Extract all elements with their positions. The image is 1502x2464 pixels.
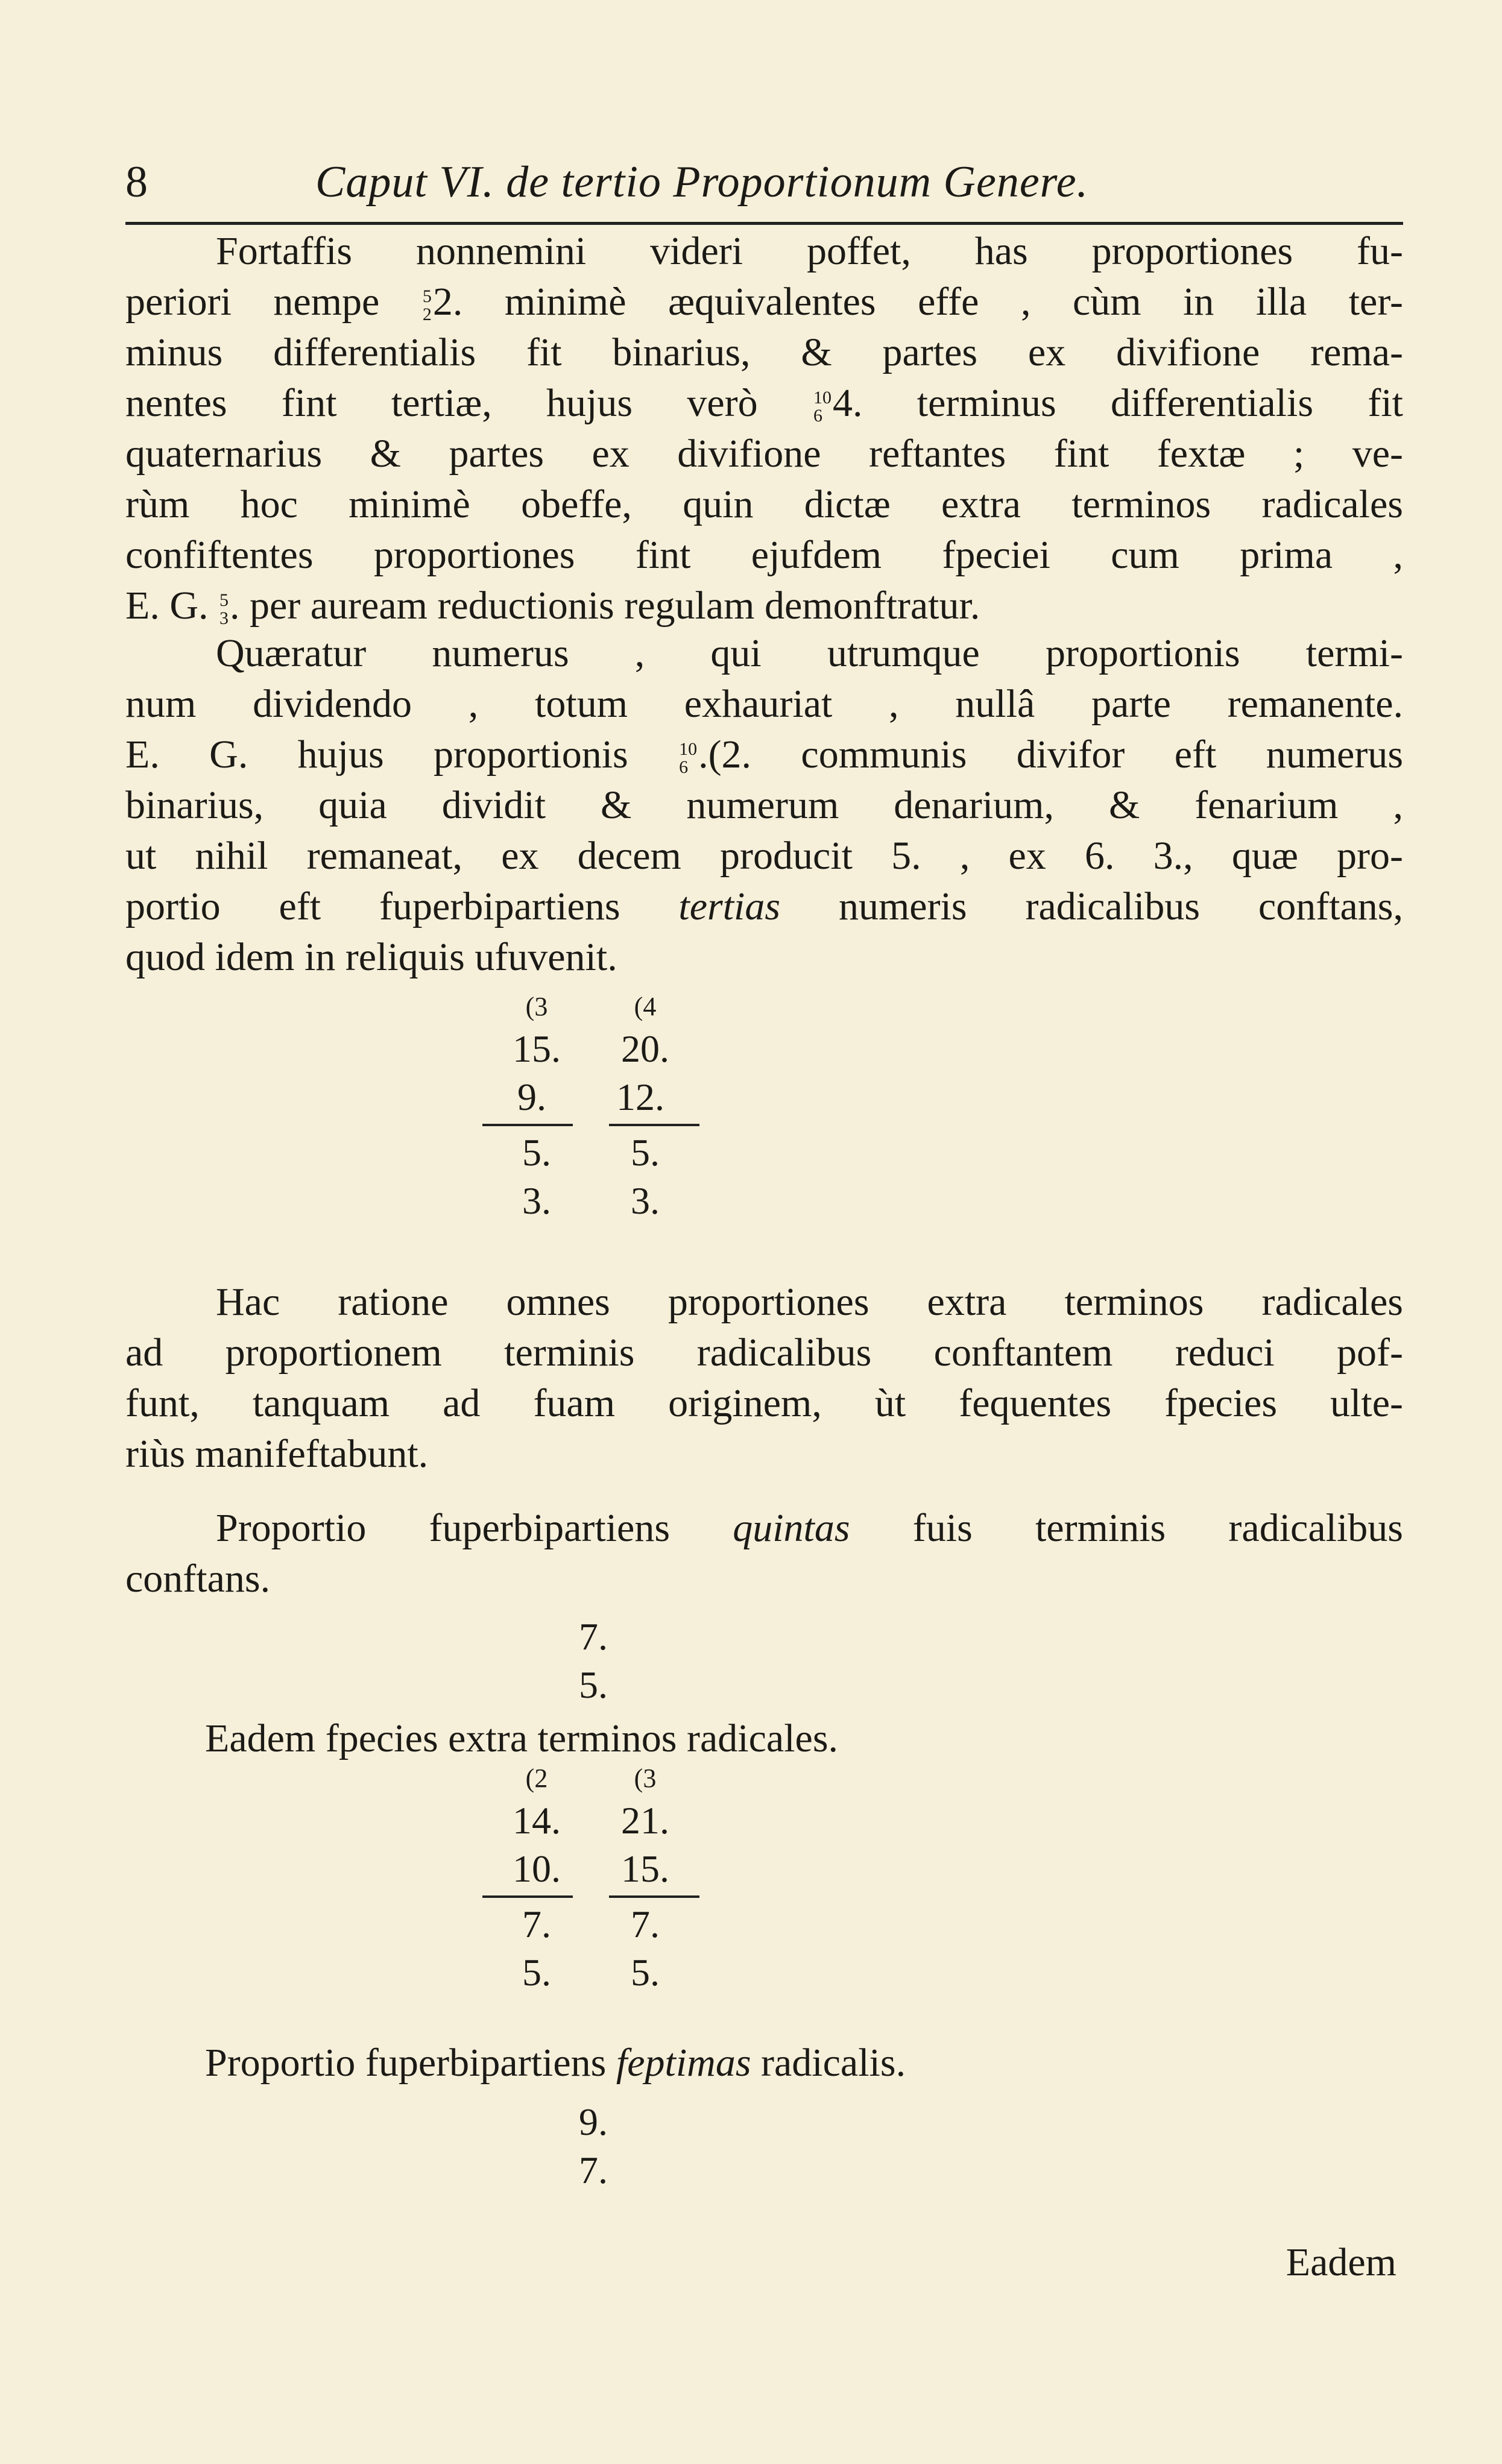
denominator: 5. — [579, 1663, 608, 1706]
paragraph-1 — [125, 226, 1403, 631]
text-line: rùm hoc minimè obeffe, quin dictæ extra terminos radicales — [125, 482, 1403, 526]
numerator: 9. — [579, 2100, 608, 2143]
text-line: minus differentialis fit binarius, & partes ex divifione rema- — [125, 330, 1403, 374]
cell: 3. — [631, 1179, 660, 1222]
text-line: quod idem in reliquis ufuvenit. — [125, 935, 617, 979]
cell: 15. — [621, 1847, 669, 1890]
paragraph-4 — [125, 1503, 1403, 1604]
text-line: periori nempe 5 2 2. minimè æquivalentes effe , cùm in illa ter- — [125, 280, 1403, 324]
text-line: confiftentes proportiones fint ejufdem fpeciei cum prima , — [125, 533, 1403, 577]
chapter-title: Caput VI. de tertio Proportionum Genere. — [315, 157, 1089, 207]
text-line: Eadem fpecies extra terminos radicales. — [205, 1716, 839, 1760]
cell: 10. — [513, 1847, 561, 1890]
ratio-septimas — [579, 2098, 608, 2195]
cell: 14. — [513, 1799, 561, 1842]
cell: 5. — [631, 1131, 660, 1174]
text-line: ut nihil remaneat, ex decem producit 5. , ex 6. 3., quæ pro- — [125, 834, 1403, 878]
text-line: nentes fint tertiæ, hujus verò 10 6 4. terminus differentialis fit — [125, 381, 1403, 426]
cell: 3. — [522, 1179, 551, 1222]
eadem-line — [205, 1713, 838, 1764]
fraction: 5 2 — [422, 286, 432, 324]
septimas-line — [205, 2038, 906, 2088]
cell: 7. — [522, 1903, 551, 1946]
text-line: Proportio fuperbipartiens quintas fuis terminis radicalibus — [216, 1506, 1403, 1550]
divisor: (3 — [634, 1763, 657, 1793]
text-line: ad proportionem terminis radicalibus conftantem reduci pof- — [125, 1331, 1403, 1375]
numerator: 7. — [579, 1615, 608, 1658]
rule — [482, 1895, 573, 1898]
divisor: (3 — [525, 992, 548, 1021]
denominator: 7. — [579, 2149, 608, 2191]
text-line: Fortaffis nonnemini videri poffet, has proportiones fu- — [216, 229, 1403, 273]
text-line: riùs manifeftabunt. — [125, 1432, 429, 1476]
text-line: Quæratur numerus , qui utrumque proportionis termi- — [216, 631, 1403, 675]
text-line: quaternarius & partes ex divifione reftantes fint fextæ ; ve- — [125, 432, 1403, 476]
italic-word: tertias — [678, 884, 781, 928]
cell: 20. — [621, 1027, 669, 1070]
divisor: (4 — [634, 992, 657, 1021]
cell: 7. — [631, 1903, 660, 1946]
fraction: 10 6 — [813, 387, 831, 426]
text-line: E. G. hujus proportionis 10 6 .(2. communis divifor eft numerus — [125, 733, 1403, 777]
fraction: 10 6 — [679, 739, 698, 777]
text-line: funt, tanquam ad fuam originem, ùt fequentes fpecies ulte- — [125, 1381, 1403, 1425]
header-rule — [125, 222, 1403, 225]
running-header — [125, 151, 1403, 217]
cell: 5. — [522, 1951, 551, 1994]
text-line: portio eft fuperbipartiens tertias numeris radicalibus conftans, — [125, 884, 1403, 928]
cell: 12. — [616, 1076, 664, 1118]
text-line: conftans. — [125, 1557, 271, 1601]
table-1 — [482, 989, 699, 1225]
text-line: Hac ratione omnes proportiones extra terminos radicales — [216, 1280, 1403, 1324]
page-number: 8 — [125, 157, 148, 207]
cell: 5. — [522, 1131, 551, 1174]
cell: 5. — [631, 1951, 660, 1994]
cell: 15. — [513, 1027, 561, 1070]
paragraph-3 — [125, 1277, 1403, 1479]
text-line: Proportio fuperbipartiens feptimas radicalis. — [205, 2041, 906, 2085]
table-2 — [482, 1760, 699, 1997]
cell: 21. — [621, 1799, 669, 1842]
fraction: 5 3 — [219, 590, 229, 628]
cell: 9. — [517, 1076, 546, 1118]
italic-word: feptimas — [616, 2041, 751, 2085]
ratio-quintas — [579, 1613, 608, 1709]
text-line: num dividendo , totum exhauriat , nullâ parte remanente. — [125, 682, 1403, 726]
catchword: Eadem — [1286, 2240, 1396, 2284]
text-line: E. G. 5 3 . per auream reductionis regulam demonftratur. — [125, 584, 980, 628]
rule — [609, 1124, 699, 1126]
divisor: (2 — [525, 1763, 548, 1793]
paragraph-2 — [125, 628, 1403, 983]
rule — [609, 1895, 699, 1898]
italic-word: quintas — [733, 1506, 850, 1550]
rule — [482, 1124, 573, 1126]
text-line: binarius, quia dividit & numerum denarium, & fenarium , — [125, 783, 1403, 827]
